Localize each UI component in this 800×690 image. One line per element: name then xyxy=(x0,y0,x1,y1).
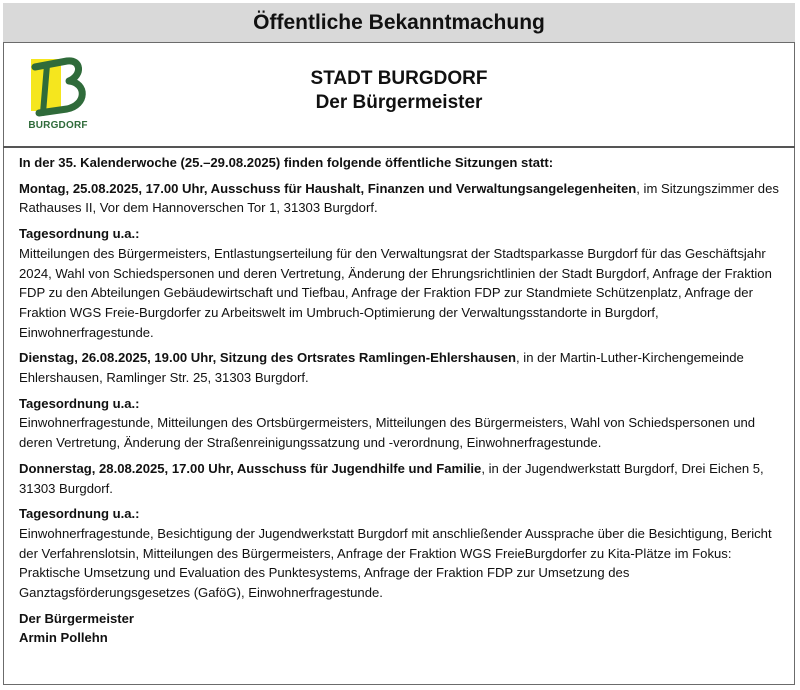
signature-block xyxy=(19,609,779,648)
meeting-1-title: Montag, 25.08.2025, 17.00 Uhr, Ausschuss für Haushalt, Finanzen und Verwaltungsangelegenheiten xyxy=(19,180,637,196)
organization-block xyxy=(3,67,795,115)
meeting-1-agenda-label: Tagesordnung u.a.: xyxy=(19,226,140,242)
meeting-3-agenda-text: Einwohnerfragestunde, Besichtigung der Jugendwerkstatt Burgdorf mit anschließender Aussprache über die Besichtigung, Bericht der Verfahrenslotsin, Mitteilungen des Bürgermeisters, Anfrage der Fraktion WGS FreieBurgdorfer zu Kita-Plätze im Fokus: Praktische Umsetzung und Evaluation des Punktesystems, Anfrage der Fraktion FDP zur Umsetzung des Ganztagsförderungsgesetzes (GaföG), Einwohnerfragestunde. xyxy=(19,525,772,601)
meeting-2-agenda-text: Einwohnerfragestunde, Mitteilungen des Ortsbürgermeisters, Mitteilungen des Bürgermeisters, Wahl von Schiedspersonen und deren Vertretung, Änderung der Straßenreinigungssatzung und -verordnung, Einwohnerfragestunde. xyxy=(19,415,756,451)
signature-role: Der Bürgermeister xyxy=(19,610,134,626)
meeting-2-heading xyxy=(19,348,779,387)
notice-title: Öffentliche Bekanntmachung xyxy=(253,10,545,34)
meeting-1-agenda xyxy=(19,224,779,342)
signature-name: Armin Pollehn xyxy=(19,630,108,646)
meeting-1-heading xyxy=(19,179,779,218)
meeting-3-location: , in der Jugendwerkstatt Burgdorf, Drei Eichen 5, 31303 Burgdorf. xyxy=(19,460,764,496)
meeting-1-location: , im Sitzungszimmer des Rathauses II, Vor dem Hannoverschen Tor 1, 31303 Burgdorf. xyxy=(19,180,779,216)
organization-name: STADT BURGDORF xyxy=(310,68,488,89)
notice-title-bar xyxy=(3,3,795,43)
meeting-2-agenda xyxy=(19,394,779,453)
meeting-2-location: , in der Martin-Luther-Kirchengemeinde Ehlershausen, Ramlinger Str. 25, 31303 Burgdorf. xyxy=(19,350,744,386)
meeting-1-agenda-text: Mitteilungen des Bürgermeisters, Entlastungserteilung für den Verwaltungsrat der Stadtsparkasse Burgdorf für das Geschäftsjahr 2024, Wahl von Schiedspersonen und deren Vertretung, Änderung der Ehrungsrichtlinien der Stadt Burgdorf, Anfrage der Fraktion FDP zu den Abteilungen Gebäudewirtschaft und Tiefbau, Anfrage der Fraktion FDP zur Standmiete Schützenplatz, Anfrage der Fraktion WGS Freie-Burgdorfer zu Arbeitswelt im Umbruch-Optimierung der Verwaltungsstandorte in Burgdorf, Einwohnerfragestunde. xyxy=(19,245,772,340)
letterhead xyxy=(3,43,795,148)
organization-office: Der Bürgermeister xyxy=(315,92,483,113)
meeting-3-title: Donnerstag, 28.08.2025, 17.00 Uhr, Ausschuss für Jugendhilfe und Familie xyxy=(19,460,482,476)
meeting-2-agenda-label: Tagesordnung u.a.: xyxy=(19,395,140,411)
meeting-3-heading xyxy=(19,459,779,498)
meeting-3-agenda-label: Tagesordnung u.a.: xyxy=(19,506,140,522)
intro-line: In der 35. Kalenderwoche (25.–29.08.2025) finden folgende öffentliche Sitzungen statt: xyxy=(19,155,554,170)
meeting-3-agenda xyxy=(19,504,779,603)
logo-wordmark: BURGDORF xyxy=(28,120,88,131)
notice-body xyxy=(19,153,779,648)
meeting-2-title: Dienstag, 26.08.2025, 19.00 Uhr, Sitzung des Ortsrates Ramlingen-Ehlershausen xyxy=(19,350,517,366)
